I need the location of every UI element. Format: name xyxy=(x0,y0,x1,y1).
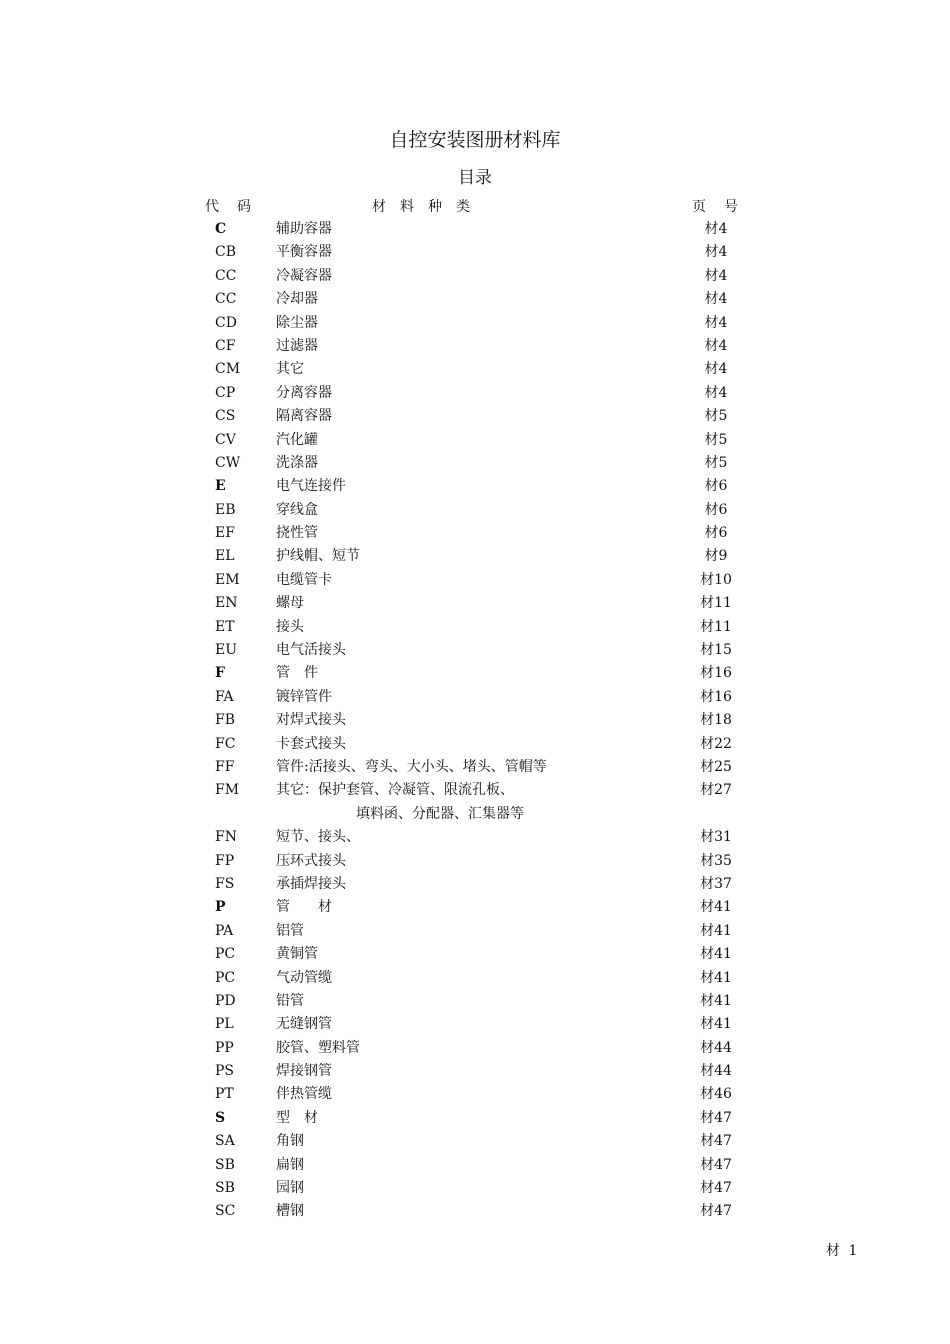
toc-row xyxy=(0,218,950,241)
toc-row xyxy=(0,990,950,1013)
material-code: EB xyxy=(215,501,236,518)
material-name: 挠性管 xyxy=(276,525,318,542)
page-ref: 材41 xyxy=(700,992,732,1009)
material-name: 胶管、塑料管 xyxy=(276,1039,360,1056)
material-code: PT xyxy=(215,1086,234,1103)
material-name: 铅管 xyxy=(276,992,304,1009)
page-ref: 材4 xyxy=(704,314,728,331)
material-name: 扁钢 xyxy=(276,1156,304,1173)
page-ref: 材41 xyxy=(700,969,732,986)
material-name: 电气连接件 xyxy=(276,478,346,495)
material-name: 无缝钢管 xyxy=(276,1016,332,1033)
material-name: 汽化罐 xyxy=(276,431,318,448)
material-name: 角钢 xyxy=(276,1133,304,1150)
page-ref: 材11 xyxy=(700,595,732,612)
page-ref: 材4 xyxy=(704,337,728,354)
toc-row xyxy=(0,499,950,522)
page-ref: 材25 xyxy=(700,758,732,775)
toc-row xyxy=(0,686,950,709)
page-ref: 材47 xyxy=(700,1156,732,1173)
toc-list xyxy=(0,218,950,1224)
material-name: 护线帽、短节 xyxy=(276,548,360,565)
material-name: 承插焊接头 xyxy=(276,875,346,892)
page-ref: 材6 xyxy=(704,501,728,518)
page-ref: 材4 xyxy=(704,221,728,237)
toc-row xyxy=(0,1154,950,1177)
material-name: 螺母 xyxy=(276,595,304,612)
toc-row-continuation xyxy=(0,803,950,826)
material-code: CB xyxy=(215,244,236,261)
material-name: 对焊式接头 xyxy=(276,712,346,729)
material-name: 型 材 xyxy=(276,1109,318,1126)
material-code: F xyxy=(215,665,225,682)
toc-row xyxy=(0,1013,950,1036)
page-ref: 材47 xyxy=(700,1203,732,1220)
material-name: 洗涤器 xyxy=(276,454,318,471)
material-name: 电气活接头 xyxy=(276,642,346,659)
material-code: SB xyxy=(215,1156,235,1173)
material-name: 冷凝容器 xyxy=(276,267,332,284)
material-name: 黄铜管 xyxy=(276,946,318,963)
material-name: 伴热管缆 xyxy=(276,1086,332,1103)
toc-row xyxy=(0,850,950,873)
material-name: 其它：保护套管、冷凝管、限流孔板、 xyxy=(276,782,514,799)
toc-row xyxy=(0,569,950,592)
page-ref: 材6 xyxy=(704,478,728,495)
material-code: CV xyxy=(215,431,236,448)
page-ref: 材41 xyxy=(700,1016,732,1033)
material-code: PL xyxy=(215,1016,234,1033)
toc-row xyxy=(0,826,950,849)
page-ref: 材22 xyxy=(700,735,732,752)
toc-row xyxy=(0,616,950,639)
toc-row xyxy=(0,639,950,662)
material-code: ET xyxy=(215,618,235,635)
toc-row xyxy=(0,1177,950,1200)
toc-row xyxy=(0,545,950,568)
toc-row xyxy=(0,312,950,335)
material-name: 槽钢 xyxy=(276,1203,304,1220)
material-name: 平衡容器 xyxy=(276,244,332,261)
toc-row xyxy=(0,592,950,615)
material-name: 除尘器 xyxy=(276,314,318,331)
material-code: EF xyxy=(215,525,235,542)
toc-row xyxy=(0,1107,950,1130)
material-name: 卡套式接头 xyxy=(276,735,346,752)
material-code: FS xyxy=(215,875,235,892)
toc-row xyxy=(0,873,950,896)
toc-row xyxy=(0,733,950,756)
toc-row xyxy=(0,1200,950,1223)
page-ref: 材6 xyxy=(704,525,728,542)
page-ref: 材16 xyxy=(700,665,732,682)
material-name-continued: 填料函、分配器、汇集器等 xyxy=(356,805,524,822)
material-code: FF xyxy=(215,758,235,775)
material-code: FN xyxy=(215,829,237,846)
page-ref: 材4 xyxy=(704,361,728,378)
page-ref: 材4 xyxy=(704,291,728,308)
material-code: PC xyxy=(215,946,236,963)
material-code: FC xyxy=(215,735,236,752)
material-name: 焊接钢管 xyxy=(276,1063,332,1080)
material-code: S xyxy=(215,1109,226,1126)
page-ref: 材47 xyxy=(700,1180,732,1197)
material-code: PP xyxy=(215,1039,234,1056)
page-ref: 材4 xyxy=(704,267,728,284)
material-name: 铝管 xyxy=(276,922,304,939)
material-code: FA xyxy=(215,688,234,705)
toc-row xyxy=(0,896,950,919)
page-ref: 材41 xyxy=(700,899,732,916)
material-code: FM xyxy=(215,782,240,799)
page-ref: 材27 xyxy=(700,782,732,799)
material-name: 分离容器 xyxy=(276,384,332,401)
page-ref: 材9 xyxy=(704,548,728,565)
material-code: SA xyxy=(215,1133,235,1150)
material-name: 接头 xyxy=(276,618,304,635)
material-code: EM xyxy=(215,571,240,588)
material-code: PD xyxy=(215,992,236,1009)
page-ref: 材5 xyxy=(704,408,728,425)
material-code: CW xyxy=(215,454,241,471)
toc-row xyxy=(0,1083,950,1106)
material-name: 短节、接头、 xyxy=(276,829,360,846)
material-name: 辅助容器 xyxy=(276,221,332,237)
material-code: FB xyxy=(215,712,236,729)
material-name: 管件:活接头、弯头、大小头、堵头、管帽等 xyxy=(276,758,547,775)
page-ref: 材47 xyxy=(700,1109,732,1126)
toc-row xyxy=(0,967,950,990)
toc-row xyxy=(0,335,950,358)
material-code: CS xyxy=(215,408,236,425)
material-code: EL xyxy=(215,548,235,565)
material-code: CF xyxy=(215,337,236,354)
page-title: 自控安装图册材料库 xyxy=(389,129,561,151)
page-ref: 材47 xyxy=(700,1133,732,1150)
page-ref: 材37 xyxy=(700,875,732,892)
material-code: CC xyxy=(215,291,237,308)
page-ref: 材15 xyxy=(700,642,732,659)
page-ref: 材18 xyxy=(700,712,732,729)
page-ref: 材46 xyxy=(700,1086,732,1103)
material-name: 冷却器 xyxy=(276,291,318,308)
toc-row xyxy=(0,475,950,498)
material-name: 镀锌管件 xyxy=(276,688,332,705)
toc-row xyxy=(0,943,950,966)
material-code: E xyxy=(215,478,226,495)
page-ref: 材4 xyxy=(704,244,728,261)
page-ref: 材31 xyxy=(700,829,732,846)
material-name: 压环式接头 xyxy=(276,852,346,869)
material-code: CP xyxy=(215,384,236,401)
material-code: FP xyxy=(215,852,235,869)
toc-row xyxy=(0,920,950,943)
page-ref: 材41 xyxy=(700,922,732,939)
page-ref: 材44 xyxy=(700,1063,732,1080)
column-header-category: 材料种类 xyxy=(372,199,484,215)
page-ref: 材4 xyxy=(704,384,728,401)
page-ref: 材41 xyxy=(700,946,732,963)
material-name: 电缆管卡 xyxy=(276,571,332,588)
toc-row xyxy=(0,358,950,381)
toc-row xyxy=(0,522,950,545)
page-ref: 材35 xyxy=(700,852,732,869)
page-ref: 材5 xyxy=(704,454,728,471)
toc-row xyxy=(0,1037,950,1060)
material-name: 气动管缆 xyxy=(276,969,332,986)
material-name: 园钢 xyxy=(276,1180,304,1197)
material-name: 穿线盒 xyxy=(276,501,318,518)
toc-row xyxy=(0,1130,950,1153)
material-code: PC xyxy=(215,969,236,986)
toc-row xyxy=(0,429,950,452)
material-name: 其它 xyxy=(276,361,304,378)
toc-row xyxy=(0,382,950,405)
material-code: EN xyxy=(215,595,238,612)
material-name: 管 件 xyxy=(276,665,318,682)
page-ref: 材44 xyxy=(700,1039,732,1056)
material-code: PS xyxy=(215,1063,235,1080)
toc-row xyxy=(0,241,950,264)
toc-row xyxy=(0,756,950,779)
material-code: SB xyxy=(215,1180,235,1197)
material-code: C xyxy=(215,221,227,237)
column-header-code: 代码 xyxy=(205,199,269,215)
toc-row xyxy=(0,405,950,428)
toc-row xyxy=(0,452,950,475)
toc-heading: 目录 xyxy=(458,168,492,188)
toc-row xyxy=(0,662,950,685)
page-ref: 材16 xyxy=(700,688,732,705)
toc-row xyxy=(0,1060,950,1083)
material-code: P xyxy=(215,899,226,916)
page-number: 材 1 xyxy=(826,1243,860,1259)
material-code: CM xyxy=(215,361,241,378)
material-code: PA xyxy=(215,922,234,939)
material-code: CD xyxy=(215,314,237,331)
toc-row xyxy=(0,288,950,311)
material-name: 隔离容器 xyxy=(276,408,332,425)
material-name: 过滤器 xyxy=(276,337,318,354)
toc-row xyxy=(0,709,950,732)
toc-row xyxy=(0,779,950,802)
page-ref: 材5 xyxy=(704,431,728,448)
material-code: CC xyxy=(215,267,237,284)
material-code: SC xyxy=(215,1203,236,1220)
page-ref: 材10 xyxy=(700,571,732,588)
material-code: EU xyxy=(215,642,238,659)
page-ref: 材11 xyxy=(700,618,732,635)
material-name: 管 材 xyxy=(276,899,332,916)
column-header-page: 页号 xyxy=(692,199,756,215)
toc-row xyxy=(0,265,950,288)
